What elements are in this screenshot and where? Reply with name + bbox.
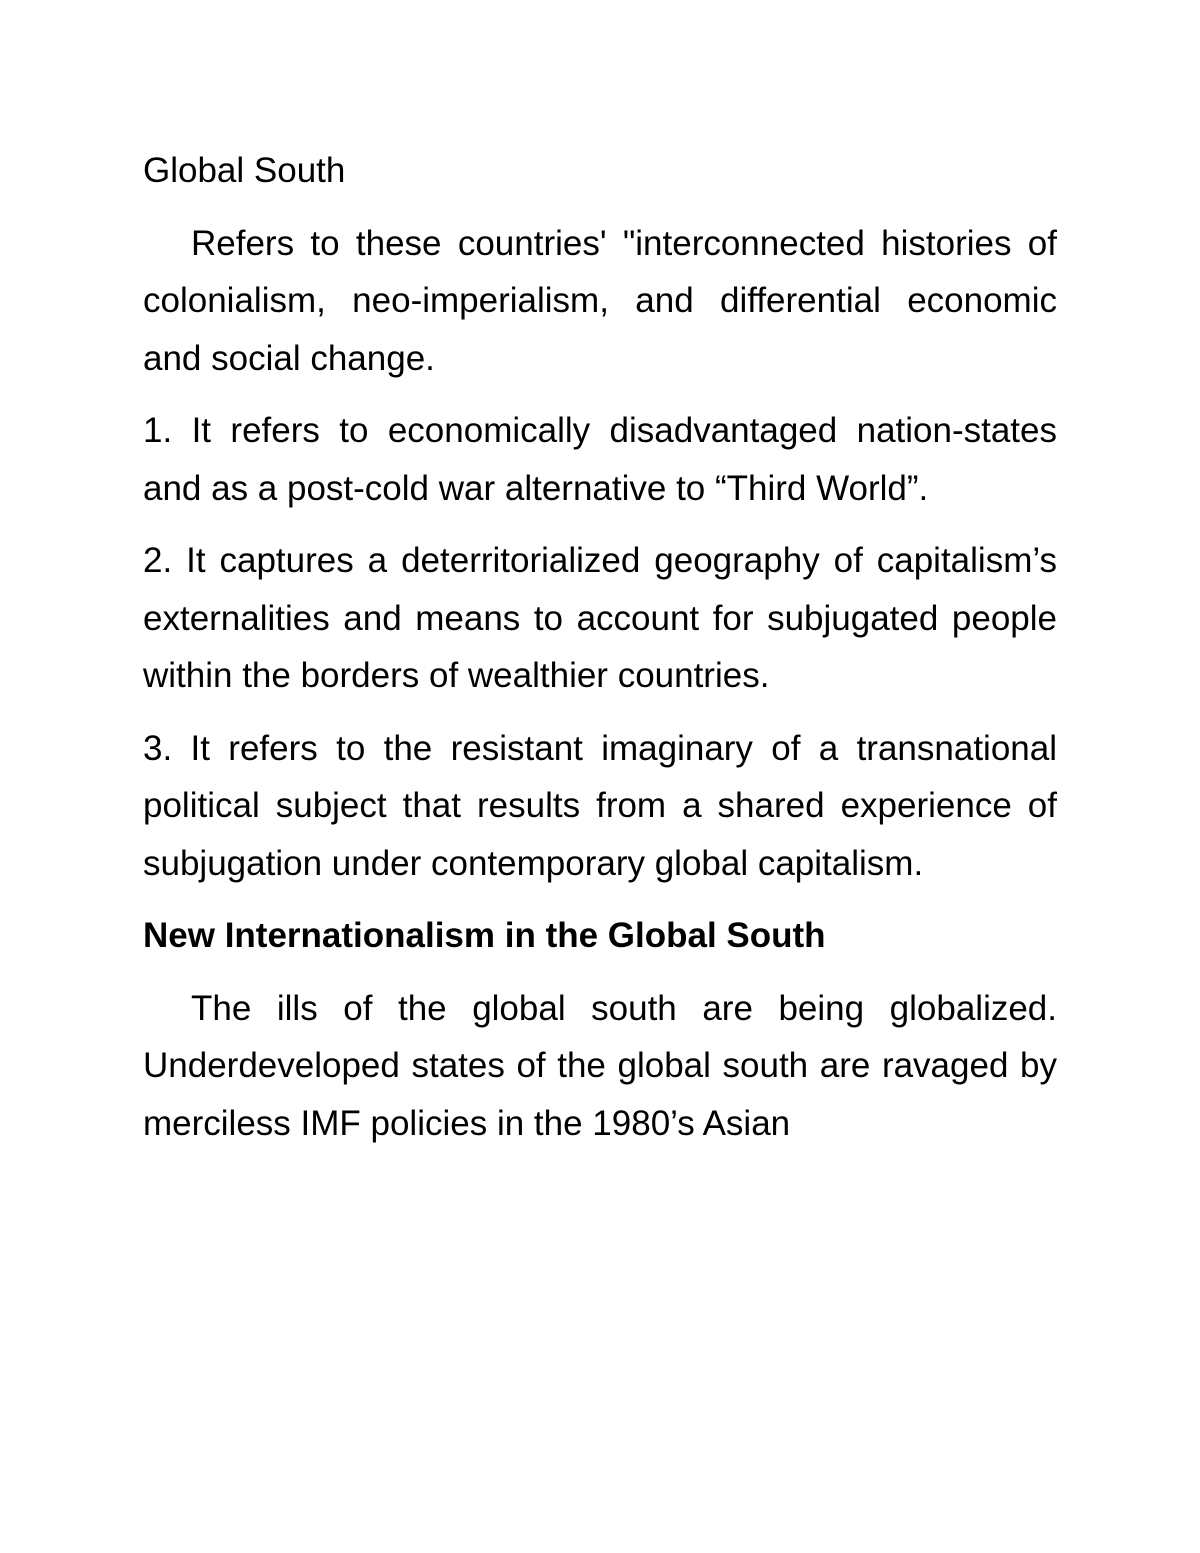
- numbered-point-3: 3. It refers to the resistant imaginary of a transnational political subject that results from a shared experience of subjugation under contemporary global capitalism.: [143, 728, 1057, 883]
- definition-paragraph: Refers to these countries' "interconnected histories of colonialism, neo-imperialism, and differential economic and social change.: [143, 223, 1057, 378]
- document-body: [143, 142, 1057, 1167]
- numbered-point-2: 2. It captures a deterritorialized geography of capitalism’s externalities and means to account for subjugated people within the borders of wealthier countries.: [143, 541, 1057, 695]
- document-title: Global South: [143, 151, 346, 190]
- numbered-point-1: 1. It refers to economically disadvantaged nation-states and as a post-cold war alternative to “Third World”.: [143, 411, 1057, 508]
- section-heading: New Internationalism in the Global South: [143, 916, 826, 955]
- section-paragraph: The ills of the global south are being globalized. Underdeveloped states of the global south are ravaged by merciless IMF policies in the 1980’s Asian: [143, 988, 1057, 1143]
